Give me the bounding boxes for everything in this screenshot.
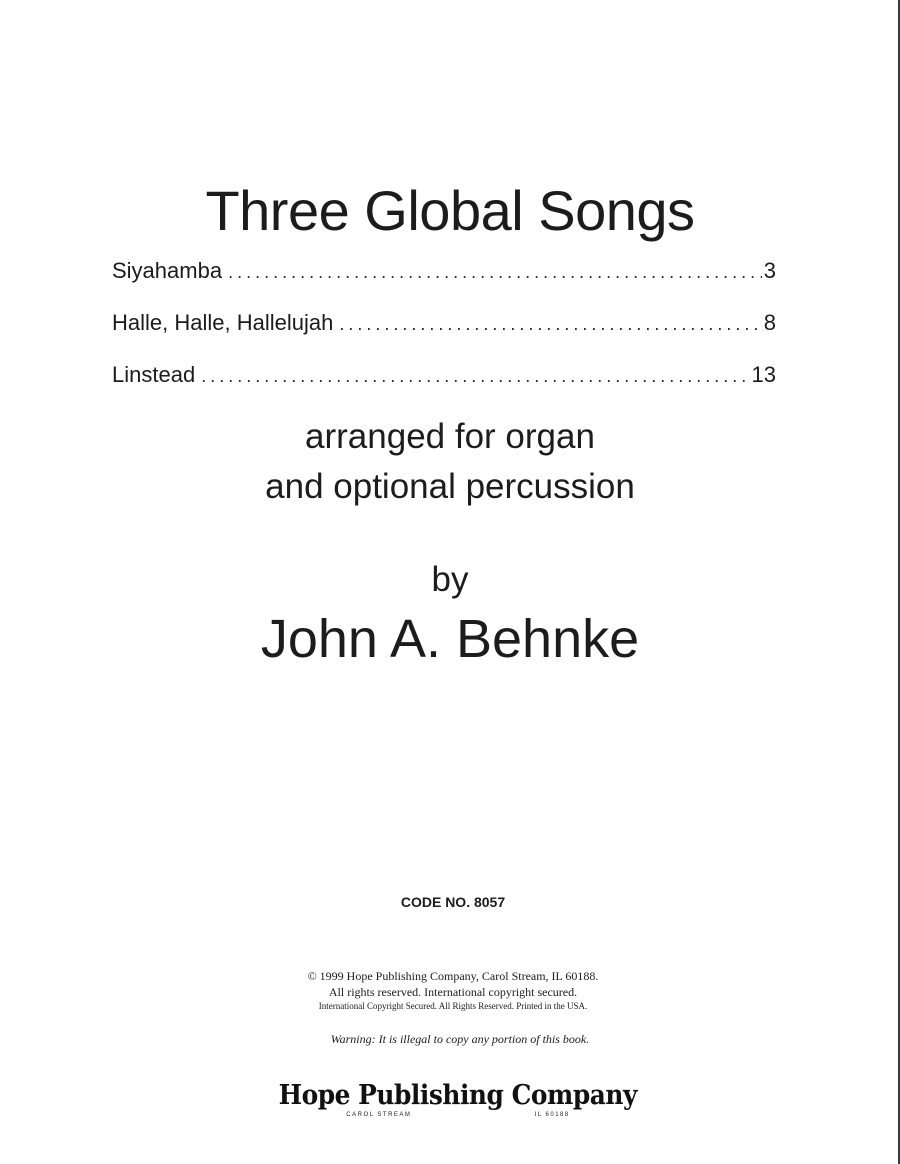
publisher-city: CAROL STREAM [346,1112,412,1118]
toc-entry-title: Siyahamba [112,258,223,283]
toc-entry-halle [112,310,776,362]
copyright-line-2: All rights reserved. International copyright secured. [328,985,578,999]
toc-leader-dots [228,262,762,283]
toc-leader-dots [339,314,761,335]
author-name: John A. Behnke [260,609,640,669]
toc-entry-page: 13 [751,362,776,387]
code-number: CODE NO. 8057 [400,894,506,910]
toc-entry-siyahamba [112,258,776,310]
toc-entry-title: Linstead [112,362,196,387]
publisher-zip: IL 60188 [534,1112,570,1118]
toc-entry-linstead [112,362,776,414]
copyright-notice [0,968,900,1013]
table-of-contents [112,258,776,414]
toc-leader-dots [201,366,749,387]
publisher-location [0,1112,900,1118]
copyright-line-1: © 1999 Hope Publishing Company, Carol Stream, IL 60188. [307,969,599,983]
copyright-line-3: International Copyright Secured. All Rights Reserved. Printed in the USA. [318,1001,588,1011]
by-label: by [431,560,469,599]
arrangement-note [0,412,900,512]
toc-entry-title: Halle, Halle, Hallelujah [112,310,334,335]
toc-entry-page: 3 [763,258,776,283]
toc-entry-page: 8 [763,310,776,335]
book-title: Three Global Songs [205,179,695,242]
arrangement-line-1: arranged for organ [305,417,595,456]
arrangement-line-2: and optional percussion [265,467,635,506]
publisher-logo [0,1080,900,1118]
publisher-name: Hope Publishing Company [278,1080,638,1111]
copy-warning: Warning: It is illegal to copy any portion of this book. [330,1032,590,1046]
